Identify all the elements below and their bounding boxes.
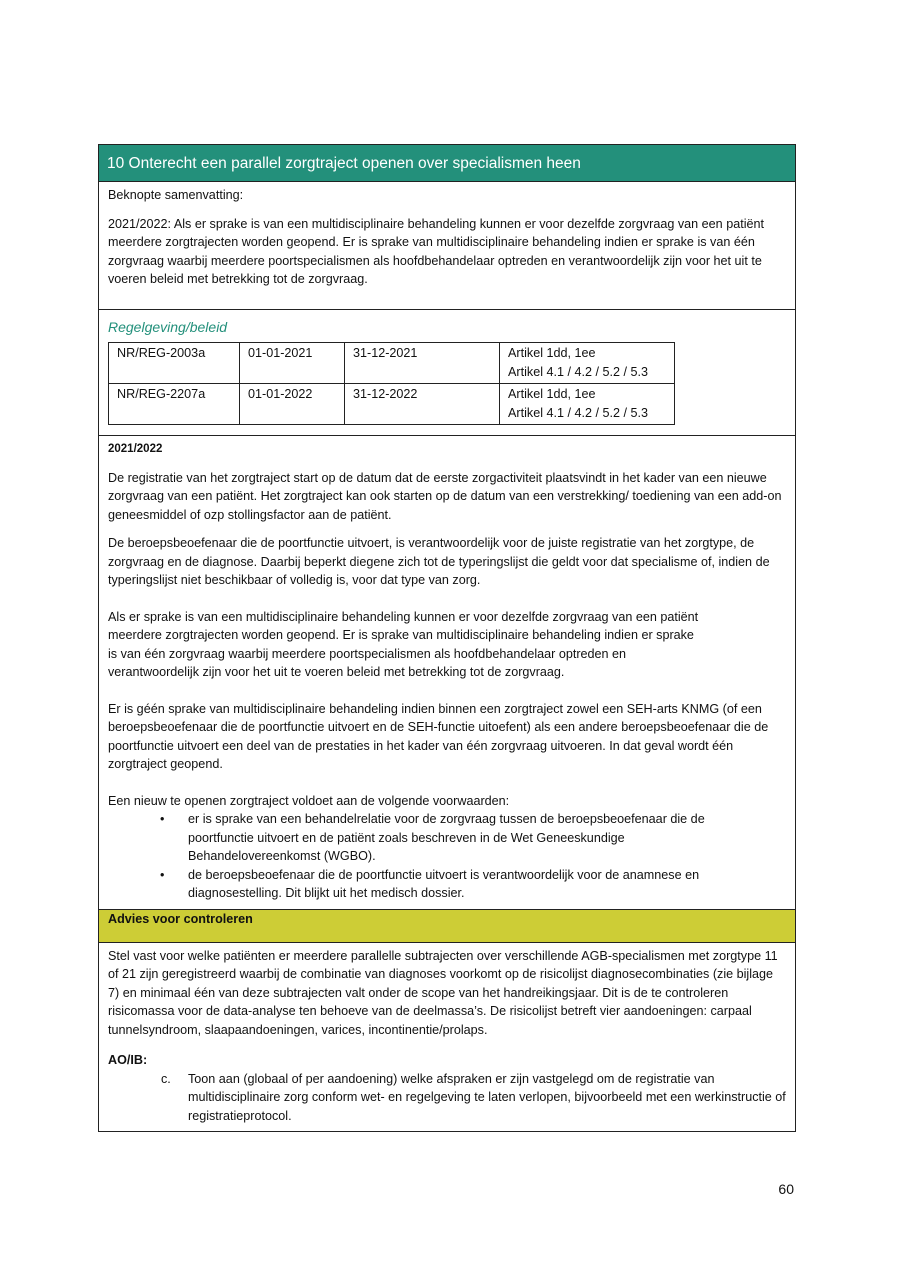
list-item: • er is sprake van een behandelrelatie voor de zorgvraag tussen de beroepsbeoefenaar die de poortfunctie uitvoert en de patiënt zoals beschreven in de Wet Geneeskundige Behandelovereenkomst (WGBO). <box>188 810 786 866</box>
year-label: 2021/2022 <box>108 443 163 455</box>
table-row <box>109 384 675 425</box>
conditions-list <box>108 810 786 903</box>
body-paragraph: De beroepsbeoefenaar die de poortfunctie uitvoert, is verantwoordelijk voor de juiste registratie van het zorgtype, de zorgvraag en de diagnose. Daarbij beperkt diegene zich tot de typeringslijst die geldt voor dat specialisme of, indien de typeringslijst niet beschikbaar of volledig is, voor dat type van zorg. <box>108 536 770 587</box>
advice-text: Stel vast voor welke patiënten er meerdere parallelle subtrajecten over verschillende AGB-specialismen met zorgtype 11 of 21 zijn geregistreerd waarbij de combinatie van diagnoses voorkomt op de risicolijst diagnosecombinaties (zie bijlage 7) en minimaal één van deze subtrajecten valt onder de scope van het handreikingsjaar. Dit is de te controleren risicomassa voor de data-analyse ten behoeve van de deelmassa’s. De risicolijst betreft vier aandoeningen: carpaal tunnelsyndroom, slaapaandoeningen, varices, incontinentie/prolaps. <box>108 948 778 1037</box>
section-title: 10 Onterecht een parallel zorgtraject openen over specialismen heen <box>99 145 795 182</box>
summary-text: 2021/2022: Als er sprake is van een multidisciplinaire behandeling kunnen er voor dezelfde zorgvraag van een patiënt meerdere zorgtrajecten worden geopend. Er is sprake van multidisciplinaire behandeling indien er sprake is van één zorgvraag waarbij meerdere poortspecialismen als hoofdbehandelaar optreden en verantwoordelijk zijn voor het uit te voeren beleid met betrekking tot de zorgvraag. <box>108 216 764 286</box>
regulation-section <box>99 310 795 437</box>
reg-article-2: Artikel 4.1 / 4.2 / 5.2 / 5.3 <box>508 365 649 379</box>
reg-articles <box>500 343 675 384</box>
reg-end: 31-12-2021 <box>345 343 500 384</box>
advice-heading: Advies voor controleren <box>99 910 795 943</box>
regulation-heading: Regelgeving/beleid <box>108 318 228 335</box>
advice-section <box>99 943 795 1132</box>
reg-start: 01-01-2022 <box>240 384 345 425</box>
list-item <box>161 1070 786 1126</box>
list-marker: c. <box>161 1071 171 1086</box>
page-number: 60 <box>778 1181 794 1197</box>
regulation-table <box>108 342 675 425</box>
body-section <box>99 436 795 910</box>
summary-label: Beknopte samenvatting: <box>108 188 244 202</box>
aoib-list <box>108 1070 786 1126</box>
body-paragraph: Als er sprake is van een multidisciplinaire behandeling kunnen er voor dezelfde zorgvraag van een patiënt meerdere zorgtrajecten worden geopend. Er is sprake van multidisciplinaire behandeling indien er sprake is van één zorgvraag waarbij meerdere poortspecialismen als hoofdbehandelaar optreden en verantwoordelijk zijn voor het uit te voeren beleid met betrekking tot de zorgvraag. <box>108 609 699 679</box>
reg-start: 01-01-2021 <box>240 343 345 384</box>
body-paragraph: De registratie van het zorgtraject start op de datum dat de eerste zorgactiviteit plaatsvindt in het kader van een nieuwe zorgvraag van een patiënt. Het zorgtraject kan ook starten op de datum van een verstrekking/ toediening van een add-on geneesmiddel of ozp stollingsfactor aan de patiënt. <box>108 470 782 522</box>
aoib-label: AO/IB: <box>108 1053 148 1067</box>
reg-articles <box>500 384 675 425</box>
reg-end: 31-12-2022 <box>345 384 500 425</box>
reg-article-1: Artikel 1dd, 1ee <box>508 346 596 360</box>
summary-section <box>99 182 795 310</box>
table-row <box>109 343 675 384</box>
list-item: • de beroepsbeoefenaar die de poortfunctie uitvoert is verantwoordelijk voor de anamnese en diagnosestelling. Dit blijkt uit het medisch dossier. <box>188 866 786 903</box>
reg-code: NR/REG-2003a <box>109 343 240 384</box>
reg-article-2: Artikel 4.1 / 4.2 / 5.2 / 5.3 <box>508 406 649 420</box>
list-item-text: Toon aan (globaal of per aandoening) welke afspraken er zijn vastgelegd om de registratie van multidisciplinaire zorg conform wet- en regelgeving te laten verlopen, bijvoorbeeld met een werkinstructie of registratieprotocol. <box>188 1071 786 1123</box>
reg-code: NR/REG-2207a <box>109 384 240 425</box>
body-paragraph: Een nieuw te openen zorgtraject voldoet aan de volgende voorwaarden: <box>108 793 510 808</box>
document-frame <box>98 144 796 1132</box>
body-paragraph: Er is géén sprake van multidisciplinaire behandeling indien binnen een zorgtraject zowel een SEH-arts KNMG (of een beroepsbeoefenaar die de poortfunctie uitvoert en de SEH-functie uitoefent) als een andere beroepsbeoefenaar die de poortfunctie uitvoert een deel van de prestaties in het kader van één zorgvraag uitvoeren. In dat geval wordt één zorgtraject geopend. <box>108 701 769 771</box>
reg-article-1: Artikel 1dd, 1ee <box>508 387 596 401</box>
